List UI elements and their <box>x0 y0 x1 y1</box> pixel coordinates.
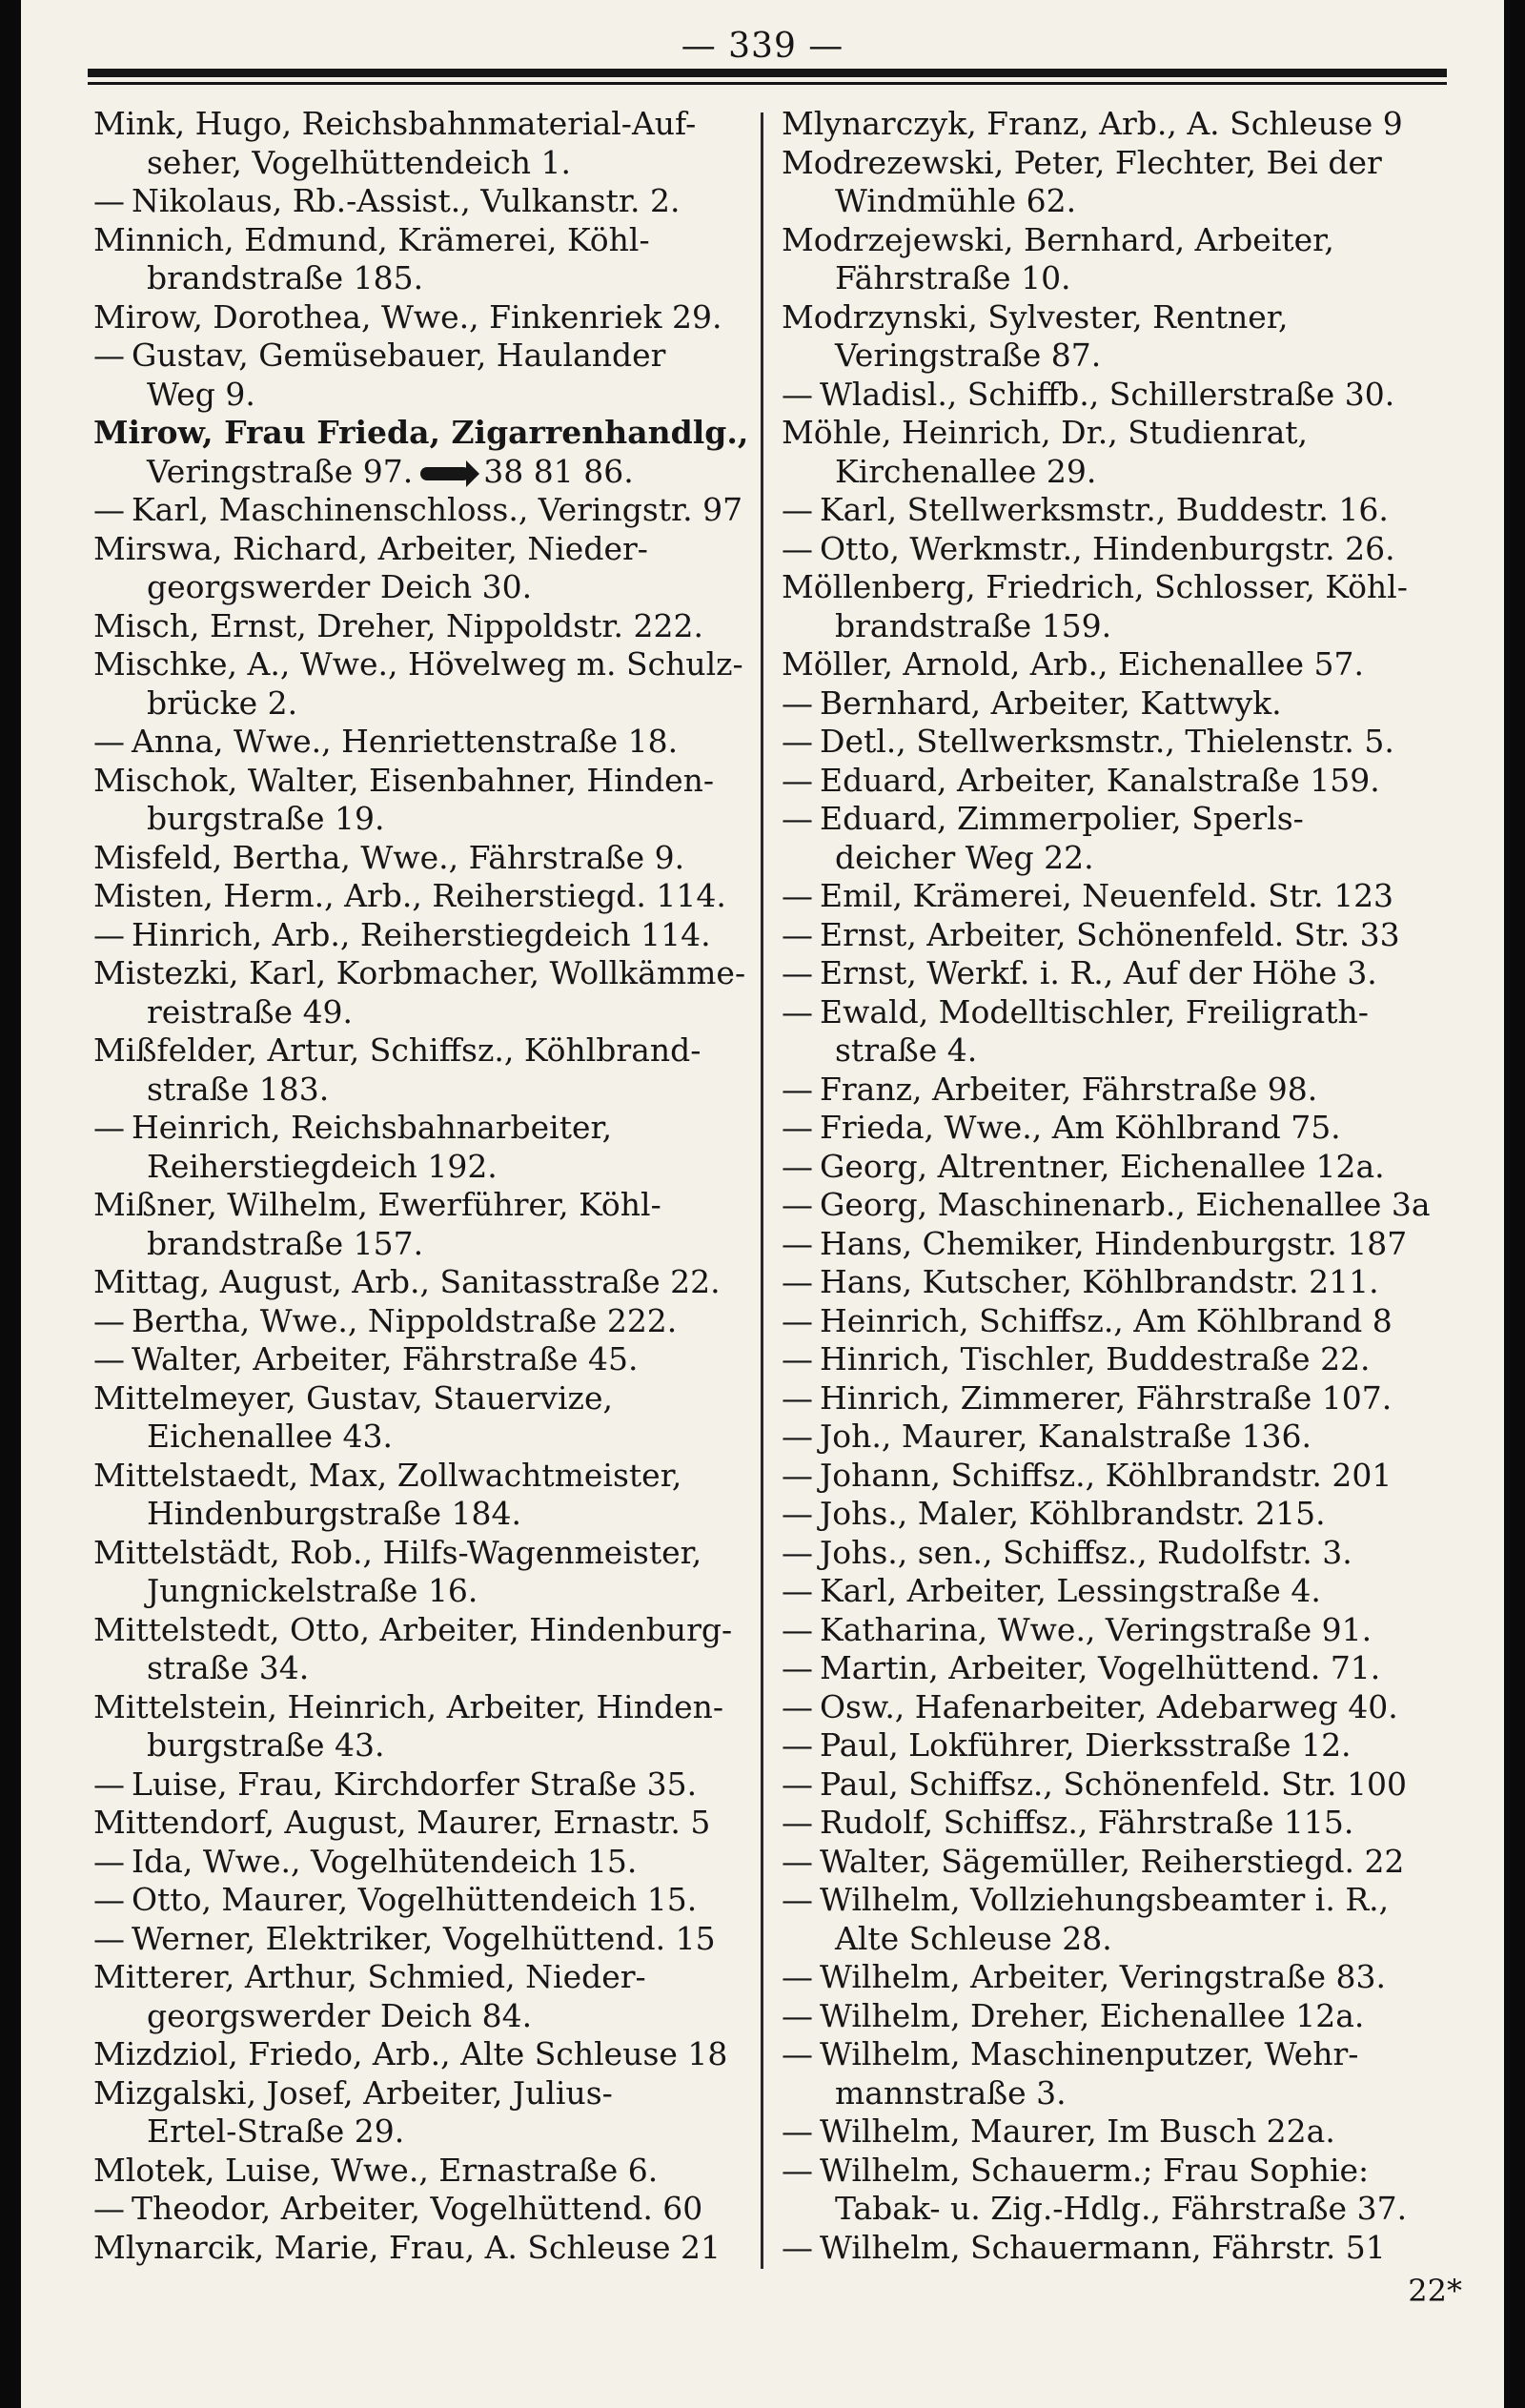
directory-entry <box>93 221 761 298</box>
entry-line: Ertel-Straße 29. <box>147 2112 405 2150</box>
entry-line: Karl, Stellwerksmstr., Buddestr. 16. <box>820 491 1389 528</box>
entry-line: Detl., Stellwerksmstr., Thielenstr. 5. <box>820 723 1394 760</box>
entry-line: Wilhelm, Maschinenputzer, Wehr- <box>820 2035 1359 2072</box>
entry-line: Wilhelm, Schauermann, Fährstr. 51 <box>820 2228 1386 2266</box>
directory-entry <box>782 762 1449 801</box>
entry-line: Hinrich, Arb., Reiherstiegdeich 114. <box>132 915 711 953</box>
directory-entry <box>782 916 1449 955</box>
repeat-dash: — <box>782 800 813 837</box>
entry-line: brandstraße 185. <box>147 259 424 296</box>
entry-line: Nikolaus, Rb.-Assist., Vulkanstr. 2. <box>132 182 681 219</box>
directory-entry <box>782 1534 1449 1573</box>
entry-line: Emil, Krämerei, Neuenfeld. Str. 123 <box>820 877 1394 914</box>
entry-line: brandstraße 159. <box>835 606 1112 644</box>
directory-entry <box>782 877 1449 916</box>
entry-line: Wilhelm, Maurer, Im Busch 22a. <box>820 2112 1335 2150</box>
entry-line: Hans, Chemiker, Hindenburgstr. 187 <box>820 1224 1408 1262</box>
repeat-dash: — <box>782 1842 813 1880</box>
directory-entry <box>782 105 1449 144</box>
entry-line: mannstraße 3. <box>835 2073 1067 2112</box>
directory-entry <box>93 105 761 182</box>
directory-entry <box>93 1804 761 1843</box>
entry-line: Misten, Herm., Arb., Reiherstiegd. 114. <box>93 877 726 914</box>
directory-entry <box>782 1611 1449 1650</box>
entry-line: Bernhard, Arbeiter, Kattwyk. <box>820 684 1282 722</box>
entry-line: Luise, Frau, Kirchdorfer Straße 35. <box>132 1765 698 1803</box>
entry-line: Jungnickelstraße 16. <box>147 1572 478 1609</box>
directory-entry <box>782 800 1449 877</box>
entry-line: Mlotek, Luise, Wwe., Ernastraße 6. <box>93 2151 659 2189</box>
entry-line: Hinrich, Tischler, Buddestraße 22. <box>820 1340 1371 1377</box>
directory-entry <box>93 1611 761 1688</box>
repeat-dash: — <box>93 1765 125 1803</box>
directory-entry <box>782 491 1449 530</box>
entry-line: Hindenburgstraße 184. <box>147 1495 521 1532</box>
entry-line: Mischke, A., Wwe., Hövelweg m. Schulz- <box>93 645 743 683</box>
directory-entry <box>782 376 1449 415</box>
repeat-dash: — <box>93 337 125 374</box>
directory-entry <box>93 1457 761 1534</box>
entry-line: Hans, Kutscher, Köhlbrandstr. 211. <box>820 1263 1379 1300</box>
entry-line: Heinrich, Reichsbahnarbeiter, <box>132 1109 613 1146</box>
repeat-dash: — <box>782 1378 813 1417</box>
entry-line: Joh., Maurer, Kanalstraße 136. <box>820 1418 1312 1455</box>
entry-line: Mizdziol, Friedo, Arb., Alte Schleuse 18 <box>93 2035 728 2072</box>
entry-line: Kirchenallee 29. <box>835 452 1097 490</box>
directory-entry <box>782 1379 1449 1418</box>
entry-line: Johann, Schiffsz., Köhlbrandstr. 201 <box>820 1456 1393 1494</box>
repeat-dash: — <box>93 2190 125 2227</box>
directory-entry <box>93 1920 761 1959</box>
repeat-dash: — <box>782 1340 813 1377</box>
repeat-dash: — <box>93 915 125 953</box>
entry-line: Rudolf, Schiffsz., Fährstraße 115. <box>820 1804 1354 1841</box>
entry-line: Mittelstädt, Rob., Hilfs-Wagenmeister, <box>93 1533 702 1571</box>
entry-line: Mitterer, Arthur, Schmied, Nieder- <box>93 1958 646 1995</box>
directory-entry <box>93 1843 761 1882</box>
entry-line: Windmühle 62. <box>835 182 1077 219</box>
directory-entry <box>782 1302 1449 1341</box>
entry-line: georgswerder Deich 30. <box>147 568 533 605</box>
repeat-dash: — <box>782 1301 813 1339</box>
repeat-dash: — <box>782 2151 813 2189</box>
directory-entry <box>782 645 1449 684</box>
repeat-dash: — <box>782 761 813 799</box>
entry-line: deicher Weg 22. <box>835 838 1094 876</box>
repeat-dash: — <box>782 1572 813 1609</box>
entry-line: straße 183. <box>147 1070 330 1108</box>
repeat-dash: — <box>782 1109 813 1146</box>
entry-line: Mißner, Wilhelm, Ewerführer, Köhl- <box>93 1186 661 1223</box>
directory-entry <box>93 1958 761 2035</box>
entry-line: Möllenberg, Friedrich, Schlosser, Köhl- <box>782 568 1408 605</box>
repeat-dash: — <box>782 1456 813 1494</box>
repeat-dash: — <box>782 915 813 953</box>
directory-entry <box>93 2074 761 2152</box>
entry-line: Weg 9. <box>147 375 255 413</box>
column-divider <box>761 112 763 2269</box>
directory-entry <box>782 1804 1449 1843</box>
directory-entry <box>782 1418 1449 1457</box>
repeat-dash: — <box>93 1842 125 1880</box>
directory-entry <box>782 1958 1449 1997</box>
directory-entry <box>93 1379 761 1457</box>
directory-entry <box>782 1186 1449 1225</box>
entry-line: Mischok, Walter, Eisenbahner, Hinden- <box>93 761 715 799</box>
directory-entry <box>93 298 761 337</box>
directory-entry <box>782 1457 1449 1496</box>
directory-entry <box>93 2035 761 2074</box>
entry-line: burgstraße 19. <box>147 800 385 837</box>
entry-line: burgstraße 43. <box>147 1726 385 1764</box>
directory-entry <box>782 1495 1449 1534</box>
entry-line: straße 34. <box>147 1649 310 1686</box>
entry-line: Anna, Wwe., Henriettenstraße 18. <box>132 723 679 760</box>
entry-line: Modrezewski, Peter, Flechter, Bei der <box>782 143 1382 181</box>
entry-line: Reiherstiegdeich 192. <box>147 1147 498 1185</box>
header-rule-thin <box>88 82 1447 85</box>
entry-line: Eichenallee 43. <box>147 1418 393 1455</box>
directory-entry <box>782 1997 1449 2036</box>
directory-entry <box>93 2152 761 2191</box>
entry-line: Mittelstein, Heinrich, Arbeiter, Hinden- <box>93 1687 723 1725</box>
entry-line: Eduard, Zimmerpolier, Sperls- <box>820 800 1304 837</box>
directory-entry <box>93 916 761 955</box>
repeat-dash: — <box>782 1726 813 1764</box>
directory-entry <box>782 298 1449 376</box>
entry-line: Johs., sen., Schiffsz., Rudolfstr. 3. <box>820 1533 1352 1571</box>
repeat-dash: — <box>782 723 813 760</box>
directory-entry <box>782 993 1449 1071</box>
directory-page <box>21 0 1504 2408</box>
entry-line: Mittelstedt, Otto, Arbeiter, Hindenburg- <box>93 1610 733 1648</box>
entry-line: Franz, Arbeiter, Fährstraße 98. <box>820 1070 1318 1108</box>
directory-entry <box>782 954 1449 993</box>
directory-entry <box>93 1186 761 1263</box>
entry-line: Mittendorf, August, Maurer, Ernastr. 5 <box>93 1804 711 1841</box>
repeat-dash: — <box>782 2035 813 2072</box>
entry-bold-name: Mirow, Frau Frieda, Zigarrenhandlg., <box>93 414 749 451</box>
entry-line: Johs., Maler, Köhlbrandstr. 215. <box>820 1495 1326 1532</box>
entry-line: Bertha, Wwe., Nippoldstraße 222. <box>132 1301 678 1339</box>
directory-entry <box>782 1148 1449 1187</box>
directory-entry <box>93 1881 761 1920</box>
entry-line: Möller, Arnold, Arb., Eichenallee 57. <box>782 645 1364 683</box>
entry-line: Mirswa, Richard, Arbeiter, Nieder- <box>93 529 648 567</box>
entry-line: Ewald, Modelltischler, Freiligrath- <box>820 992 1369 1031</box>
directory-entry <box>782 1572 1449 1611</box>
directory-entry <box>782 1688 1449 1727</box>
entry-line: Karl, Arbeiter, Lessingstraße 4. <box>820 1572 1321 1609</box>
directory-entry <box>93 1688 761 1765</box>
repeat-dash: — <box>782 1881 813 1918</box>
left-column <box>93 105 761 2267</box>
entry-line: Wilhelm, Dreher, Eichenallee 12a. <box>820 1996 1365 2034</box>
entry-line: Wladisl., Schiffb., Schillerstraße 30. <box>820 375 1395 413</box>
entry-line: straße 4. <box>835 1031 978 1069</box>
repeat-dash: — <box>93 491 125 528</box>
repeat-dash: — <box>782 1186 813 1223</box>
directory-entry <box>782 530 1449 569</box>
entry-line: Otto, Werkmstr., Hindenburgstr. 26. <box>820 529 1395 567</box>
directory-entry <box>782 1263 1449 1302</box>
entry-line: Misch, Ernst, Dreher, Nippoldstr. 222. <box>93 606 703 644</box>
directory-entry <box>782 144 1449 221</box>
entry-line: Gustav, Gemüsebauer, Haulander <box>132 337 666 374</box>
repeat-dash: — <box>93 1109 125 1146</box>
entry-line: brücke 2. <box>147 684 298 722</box>
entry-line: seher, Vogelhüttendeich 1. <box>147 143 571 181</box>
entry-line: reistraße 49. <box>147 992 354 1031</box>
repeat-dash: — <box>782 2112 813 2150</box>
repeat-dash: — <box>782 1147 813 1185</box>
directory-entry <box>93 762 761 839</box>
entry-line: Mittag, August, Arb., Sanitasstraße 22. <box>93 1263 721 1300</box>
directory-entry <box>93 182 761 221</box>
entry-line: Mizgalski, Josef, Arbeiter, Julius- <box>93 2073 613 2112</box>
entry-line: Modrzynski, Sylvester, Rentner, <box>782 297 1289 336</box>
entry-line: Tabak- u. Zig.-Hdlg., Fährstraße 37. <box>835 2190 1408 2227</box>
entry-line: Karl, Maschinenschloss., Veringstr. 97 <box>132 491 743 528</box>
entry-line: Ernst, Arbeiter, Schönenfeld. Str. 33 <box>820 915 1400 953</box>
directory-entry <box>782 1071 1449 1110</box>
phone-number: 38 81 86. <box>483 452 634 490</box>
entry-line: Wilhelm, Schauerm.; Frau Sophie: <box>820 2151 1370 2189</box>
entry-line: Hinrich, Zimmerer, Fährstraße 107. <box>820 1378 1393 1417</box>
directory-entry <box>93 877 761 916</box>
repeat-dash: — <box>782 1687 813 1725</box>
repeat-dash: — <box>782 1263 813 1300</box>
repeat-dash: — <box>782 1418 813 1455</box>
page-number: — 339 — <box>681 27 844 66</box>
entry-line: Osw., Hafenarbeiter, Adebarweg 40. <box>820 1687 1398 1725</box>
repeat-dash: — <box>93 1340 125 1377</box>
entry-line: Veringstraße 87. <box>835 337 1102 374</box>
repeat-dash: — <box>782 1958 813 1995</box>
entry-line: Heinrich, Schiffsz., Am Köhlbrand 8 <box>820 1301 1393 1339</box>
directory-entry <box>93 1263 761 1302</box>
printer-signature: 22* <box>1408 2273 1462 2309</box>
entry-line: Misfeld, Bertha, Wwe., Fährstraße 9. <box>93 838 685 876</box>
repeat-dash: — <box>782 375 813 413</box>
repeat-dash: — <box>93 723 125 760</box>
directory-entry <box>782 1765 1449 1805</box>
directory-entry <box>782 1225 1449 1264</box>
repeat-dash: — <box>782 1996 813 2034</box>
entry-line: Mirow, Dorothea, Wwe., Finkenriek 29. <box>93 297 722 336</box>
entry-line: Martin, Arbeiter, Vogelhüttend. 71. <box>820 1649 1381 1686</box>
entry-line: Fährstraße 10. <box>835 259 1071 296</box>
directory-entry <box>93 723 761 762</box>
repeat-dash: — <box>782 491 813 528</box>
repeat-dash: — <box>782 877 813 914</box>
entry-line: Wilhelm, Vollziehungsbeamter i. R., <box>820 1881 1390 1918</box>
repeat-dash: — <box>782 2228 813 2266</box>
entry-line: Eduard, Arbeiter, Kanalstraße 159. <box>820 761 1380 799</box>
entry-line: Mistezki, Karl, Korbmacher, Wollkämme- <box>93 954 746 991</box>
entry-line: Otto, Maurer, Vogelhüttendeich 15. <box>132 1881 698 1918</box>
directory-entry <box>93 839 761 878</box>
entry-line: Mittelmeyer, Gustav, Stauervize, <box>93 1378 613 1417</box>
entry-line: Mittelstaedt, Max, Zollwachtmeister, <box>93 1456 682 1494</box>
directory-entry <box>93 1109 761 1186</box>
directory-entry <box>782 2229 1449 2268</box>
entry-line: Walter, Sägemüller, Reiherstiegd. 22 <box>820 1842 1405 1880</box>
entry-line: Wilhelm, Arbeiter, Veringstraße 83. <box>820 1958 1387 1995</box>
entry-line: Mink, Hugo, Reichsbahnmaterial-Auf- <box>93 105 697 142</box>
entry-line: Werner, Elektriker, Vogelhüttend. 15 <box>132 1919 716 1957</box>
directory-entry <box>93 414 761 491</box>
directory-entry <box>93 1340 761 1379</box>
directory-entry <box>782 1340 1449 1379</box>
repeat-dash: — <box>782 529 813 567</box>
entry-line: Mlynarczyk, Franz, Arb., A. Schleuse 9 <box>782 105 1403 142</box>
entry-line: Walter, Arbeiter, Fährstraße 45. <box>132 1340 639 1377</box>
directory-entry <box>782 1649 1449 1688</box>
directory-entry <box>93 954 761 1031</box>
directory-entry <box>782 684 1449 724</box>
repeat-dash: — <box>93 1301 125 1339</box>
repeat-dash: — <box>782 1649 813 1686</box>
entry-line: Paul, Lokführer, Dierksstraße 12. <box>820 1726 1352 1764</box>
directory-entry <box>93 645 761 723</box>
entry-line: Frieda, Wwe., Am Köhlbrand 75. <box>820 1109 1341 1146</box>
directory-entry <box>782 221 1449 298</box>
entry-line: Minnich, Edmund, Krämerei, Köhl- <box>93 220 650 258</box>
repeat-dash: — <box>93 1919 125 1957</box>
directory-entry <box>93 2190 761 2229</box>
directory-entry <box>782 1109 1449 1148</box>
entry-line: Georg, Maschinenarb., Eichenallee 3a <box>820 1186 1431 1223</box>
directory-entry <box>782 414 1449 491</box>
directory-entry <box>93 1302 761 1341</box>
repeat-dash: — <box>782 1804 813 1841</box>
repeat-dash: — <box>782 684 813 722</box>
entry-line: Ernst, Werkf. i. R., Auf der Höhe 3. <box>820 954 1377 991</box>
repeat-dash: — <box>93 182 125 219</box>
directory-entry <box>93 337 761 414</box>
right-column <box>782 105 1449 2267</box>
entry-line: Katharina, Wwe., Veringstraße 91. <box>820 1610 1372 1648</box>
directory-entry <box>782 723 1449 762</box>
directory-entry <box>93 491 761 530</box>
entry-line: Ida, Wwe., Vogelhütendeich 15. <box>132 1842 638 1880</box>
entry-line: Möhle, Heinrich, Dr., Studienrat, <box>782 414 1308 451</box>
repeat-dash: — <box>782 1224 813 1262</box>
repeat-dash: — <box>782 1533 813 1571</box>
telephone-icon <box>420 467 470 480</box>
directory-entry <box>782 1881 1449 1958</box>
directory-entry <box>93 1534 761 1611</box>
directory-entry <box>782 2152 1449 2229</box>
entry-line: georgswerder Deich 84. <box>147 1996 533 2034</box>
header-rule-thick <box>88 69 1447 77</box>
repeat-dash: — <box>93 1881 125 1918</box>
repeat-dash: — <box>782 1610 813 1648</box>
directory-entry <box>782 2112 1449 2152</box>
directory-entry <box>782 2035 1449 2112</box>
entry-line: Mißfelder, Artur, Schiffsz., Köhlbrand- <box>93 1031 702 1069</box>
directory-entry <box>782 568 1449 645</box>
entry-line: Theodor, Arbeiter, Vogelhüttend. 60 <box>132 2190 703 2227</box>
entry-line: brandstraße 157. <box>147 1224 424 1262</box>
entry-line: Alte Schleuse 28. <box>835 1919 1112 1957</box>
entry-line: Veringstraße 97. <box>147 452 414 490</box>
directory-entry <box>782 1726 1449 1765</box>
directory-entry <box>93 1031 761 1109</box>
directory-entry <box>93 2229 761 2268</box>
repeat-dash: — <box>782 1495 813 1532</box>
entry-line: Georg, Altrentner, Eichenallee 12a. <box>820 1147 1385 1185</box>
repeat-dash: — <box>782 1070 813 1108</box>
directory-entry <box>782 1843 1449 1882</box>
repeat-dash: — <box>782 992 813 1031</box>
directory-entry <box>93 530 761 607</box>
directory-entry <box>93 607 761 646</box>
entry-line: Paul, Schiffsz., Schönenfeld. Str. 100 <box>820 1765 1407 1803</box>
repeat-dash: — <box>782 1765 813 1803</box>
entry-line: Modrzejewski, Bernhard, Arbeiter, <box>782 220 1334 258</box>
entry-line: Mlynarcik, Marie, Frau, A. Schleuse 21 <box>93 2228 722 2266</box>
repeat-dash: — <box>782 954 813 991</box>
directory-entry <box>93 1765 761 1805</box>
